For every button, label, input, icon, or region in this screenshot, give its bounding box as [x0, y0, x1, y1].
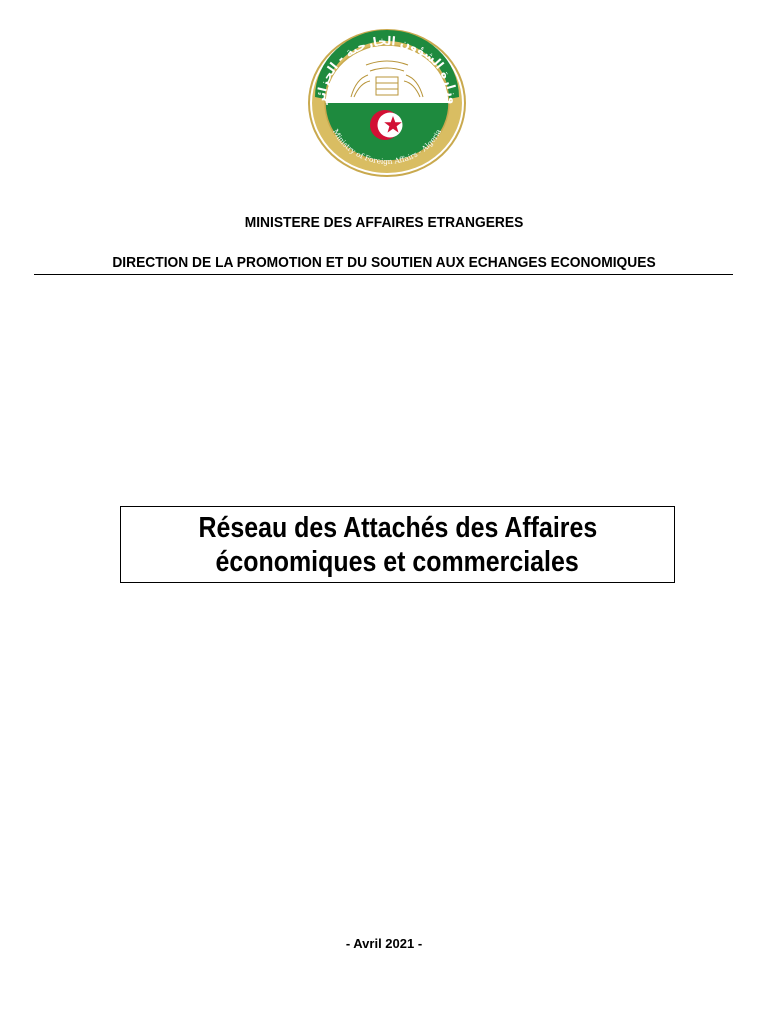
seal-arabic-text: وزارة الشؤون الخارجية - الجزائر	[313, 33, 461, 105]
document-title-box	[120, 506, 675, 583]
header-divider	[34, 274, 733, 275]
document-date: - Avril 2021 -	[345, 936, 423, 951]
direction-name: DIRECTION DE LA PROMOTION ET DU SOUTIEN AUX ECHANGES ECONOMIQUES	[112, 254, 656, 271]
document-title-line-1: Réseau des Attachés des Affaires	[198, 511, 597, 544]
document-title-line-2: économiques et commerciales	[215, 545, 580, 578]
seal-english-text: Ministry of Foreign Affairs - Algeria	[330, 127, 444, 167]
ministry-seal	[306, 27, 468, 179]
ministry-name: MINISTERE DES AFFAIRES ETRANGERES	[244, 214, 524, 231]
